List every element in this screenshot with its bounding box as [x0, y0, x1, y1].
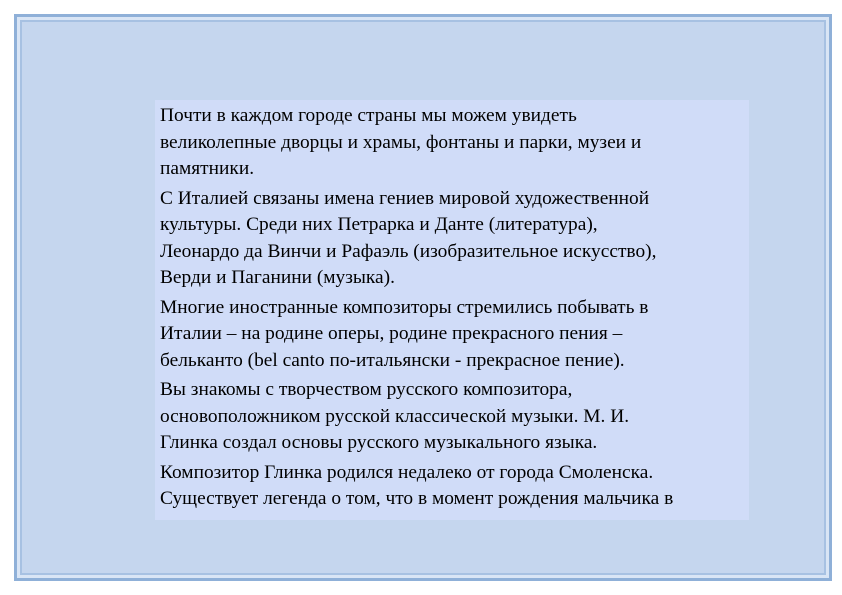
paragraph-glinka: Вы знакомы с творчеством русского композитора, основоположником русской классической музыки. М. И. Глинка создал основы русского музыкального языка.: [160, 379, 630, 453]
paragraph-composers: Многие иностранные композиторы стремились побывать в Италии – на родине оперы, родине прекрасного пения – бельканто (bel canto по-итальянски - прекрасное пение).: [160, 296, 649, 371]
paragraph-cities: Почти в каждом городе страны мы можем увидеть великолепные дворцы и храмы, фонтаны и парки, музеи и памятники.: [160, 105, 642, 179]
paragraph-legend: Композитор Глинка родился недалеко от города Смоленска. Существует легенда о том, что в момент рождения мальчика в: [160, 461, 674, 509]
slide-frame: [14, 14, 832, 581]
paragraph-geniuses: С Италией связаны имена гениев мировой художественной культуры. Среди них Петрарка и Данте (литература), Леонардо да Винчи и Рафаэль (изобразительное искусство), Верди и Паганини (музыка).: [160, 187, 657, 288]
text-box: [155, 100, 749, 520]
